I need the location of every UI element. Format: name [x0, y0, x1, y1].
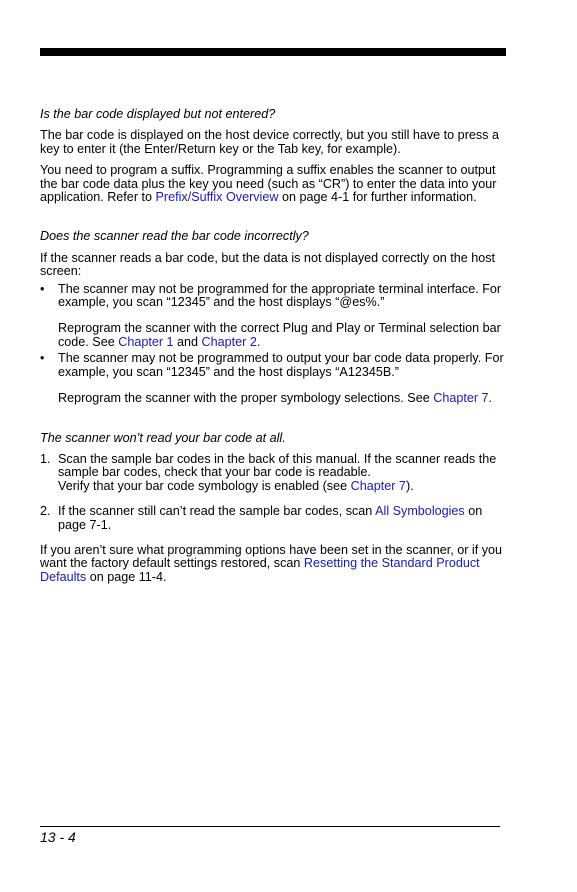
page-content — [40, 108, 506, 592]
reset-defaults-link[interactable]: Resetting the Standard Product Defaults — [40, 556, 480, 584]
paragraph — [40, 544, 506, 584]
item-text — [58, 505, 506, 532]
item-text — [58, 480, 506, 493]
text: If the scanner still can’t read the sample bar codes, scan — [58, 504, 376, 519]
text: on page 11-4. — [86, 569, 167, 584]
section-no-read — [40, 432, 506, 585]
text: . — [488, 391, 493, 406]
header-rule — [40, 48, 506, 56]
footer-rule — [40, 826, 500, 827]
item-number: 2. — [40, 504, 51, 519]
text: ). — [405, 478, 414, 493]
paragraph: The bar code is displayed on the host device correctly, but you still have to press a key to enter it (the Enter/Return key or the Tab key, for example). — [40, 128, 499, 156]
bullet-text: The scanner may not be programmed to output your bar code data properly. For example, you scan “12345” and the host displays “A12345B.” — [58, 351, 504, 379]
chapter-2-link[interactable]: Chapter 2 — [201, 334, 257, 349]
section-incorrect-read — [40, 230, 506, 405]
chapter-7-link[interactable]: Chapter 7 — [350, 478, 406, 493]
bullet-subtext — [58, 392, 506, 405]
bullet-subtext — [58, 322, 506, 349]
section-heading: The scanner won’t read your bar code at all. — [40, 430, 286, 445]
text: Reprogram the scanner with the correct Plug and Play or Terminal selection bar code. See — [58, 321, 501, 349]
bullet-mark: • — [40, 351, 45, 366]
text: and — [173, 334, 202, 349]
all-symbologies-link[interactable]: All Symbologies — [375, 504, 465, 519]
section-heading: Does the scanner read the bar code incorrectly? — [40, 229, 309, 244]
item-number: 1. — [40, 451, 51, 466]
text: on page 4-1 for further information. — [278, 190, 477, 205]
page-number: 13 - 4 — [40, 829, 76, 845]
chapter-1-link[interactable]: Chapter 1 — [118, 334, 174, 349]
list-item — [40, 352, 506, 405]
numbered-item — [40, 453, 506, 493]
bullet-text: The scanner may not be programmed for the appropriate terminal interface. For example, you scan “12345” and the host displays “@es%.” — [58, 281, 502, 310]
text: If you aren’t sure what programming options have been set in the scanner, or if you want the factory default settings restored, scan — [40, 542, 503, 571]
text: Reprogram the scanner with the proper symbology selections. See — [58, 391, 434, 406]
prefix-suffix-link[interactable]: Prefix/Suffix Overview — [155, 190, 279, 205]
item-text: Scan the sample bar codes in the back of this manual. If the scanner reads the sample bar codes, check that your bar code is readable. — [58, 451, 497, 480]
paragraph — [40, 164, 506, 204]
chapter-7-link[interactable]: Chapter 7 — [433, 391, 489, 406]
text: on page 7-1. — [58, 504, 483, 532]
numbered-item — [40, 505, 506, 532]
paragraph: If the scanner reads a bar code, but the data is not displayed correctly on the host screen: — [40, 250, 496, 279]
text: You need to program a suffix. Programming a suffix enables the scanner to output the bar code data plus the key you need (such as “CR”) to enter the data into your application. Refer to — [40, 163, 497, 205]
list-item — [40, 283, 506, 350]
section-heading: Is the bar code displayed but not entered? — [40, 107, 276, 121]
text: . — [256, 334, 261, 349]
bullet-mark: • — [40, 281, 45, 296]
text: Verify that your bar code symbology is enabled (see — [58, 478, 351, 493]
